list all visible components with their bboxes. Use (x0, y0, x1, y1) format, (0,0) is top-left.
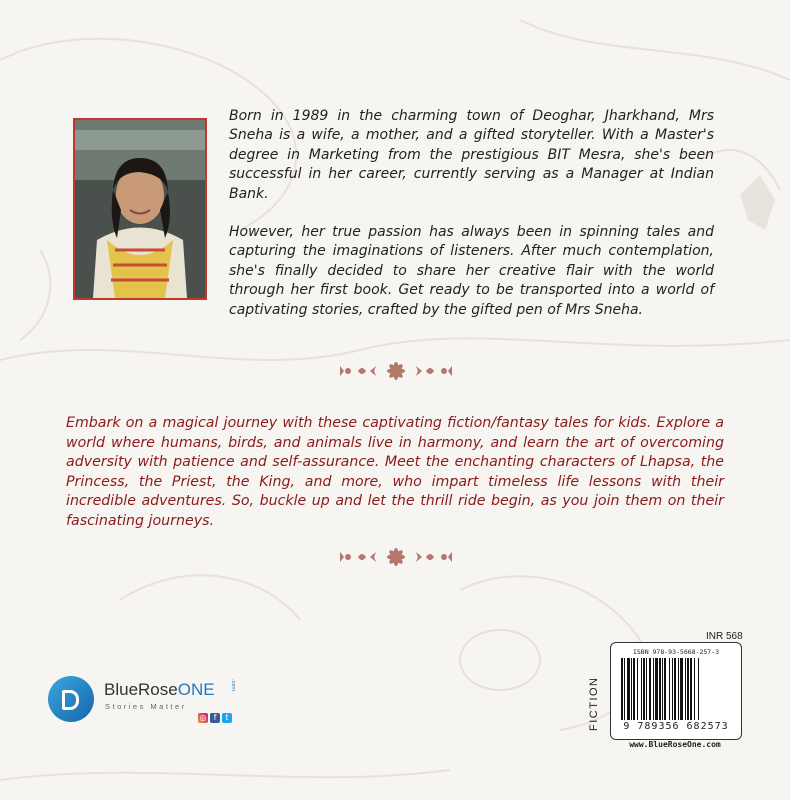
social-icons (198, 713, 234, 723)
facebook-icon: f (210, 713, 220, 723)
publisher-logo-icon (48, 676, 94, 722)
author-photo (73, 118, 207, 300)
publisher-name: BlueRoseONE (104, 680, 215, 699)
book-blurb: Embark on a magical journey with these captivating fiction/fantasy tales for kids. Explore a world where humans, birds, and animals live in harmony, and learn the art of overcoming adversity with patience and self-assurance. Meet the enchanting characters of Lhapsa, the Princess, the Priest, the King, and more, who impart timeless life lessons with their incredible adventures. So, buckle up and let the thrill ride begin, as you join them on their fascinating journeys. (66, 415, 724, 529)
genre-label: FICTION (588, 676, 600, 732)
barcode-digits: 9 789356 682573 (623, 721, 729, 732)
twitter-icon: t (222, 713, 232, 723)
instagram-icon: ◎ (199, 713, 207, 722)
ornament-divider-bottom (330, 546, 462, 568)
ornament-divider-top (330, 360, 462, 382)
barcode (610, 642, 742, 740)
price-label: INR 568 (706, 631, 743, 642)
isbn-label: ISBN 978-93-5668-257-3 (632, 648, 720, 656)
barcode-bars (621, 658, 733, 720)
publisher-tagline: Stories Matter (105, 702, 187, 711)
publisher-domain-suffix: .com (230, 679, 236, 692)
website-url: www.BlueRoseOne.com (629, 740, 721, 749)
bio-paragraph-1: Born in 1989 in the charming town of Deoghar, Jharkhand, Mrs Sneha is a wife, a mother, and a gifted storyteller. With a Master's degree in Marketing from the prestigious BIT Mesra, she's been successful in her career, currently serving as a Manager at Indian Bank. (229, 108, 714, 202)
author-bio (229, 107, 714, 339)
bio-paragraph-2: However, her true passion has always been in spinning tales and capturing the imaginations of listeners. After much contemplation, she's finally decided to share her creative flair with the world through her first book. Get ready to be transported into a world of captivating stories, crafted by the gifted pen of Mrs Sneha. (229, 224, 714, 318)
